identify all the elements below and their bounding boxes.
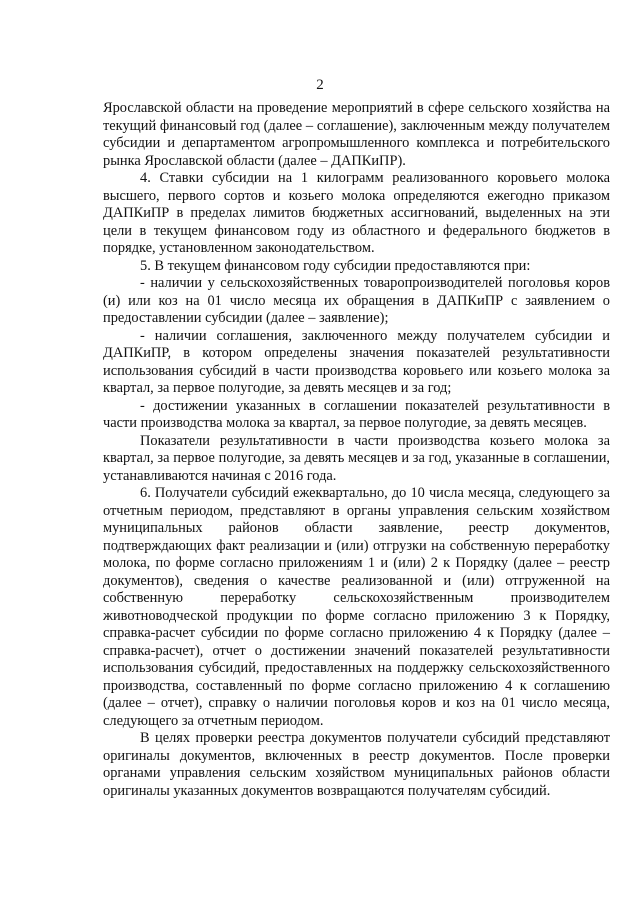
paragraph-continuation: Ярославской области на проведение мероприятий в сфере сельского хозяйства на текущий финансовый год (далее – соглашение), заключенным между получателем субсидии и департаментом агропромышленного комплекса и потребительского рынка Ярославской области (далее – ДАПКиПР). <box>103 100 610 169</box>
paragraph-goat-milk-indicators: Показатели результативности в части производства козьего молока за квартал, за первое полугодие, за девять месяцев и за год, указанные в соглашении, устанавливаются начиная с 2016 года. <box>103 432 610 484</box>
paragraph-item-4: 4. Ставки субсидии на 1 килограмм реализованного коровьего молока высшего, первого сортов и козьего молока определяются ежегодно приказом ДАПКиПР в пределах лимитов бюджетных ассигнований, выделенных на эти цели в текущем финансовом году из областного и федерального бюджетов в порядке, установленном законодательством. <box>103 170 610 256</box>
paragraph-item-6: 6. Получатели субсидий ежеквартально, до 10 числа месяца, следующего за отчетным периодом, представляют в органы управления сельским хозяйством муниципальных районов области заявление, реестр документов, подтверждающих факт реализации и (или) отгрузки на собственную переработку молока, по форме согласно приложениям 1 и (или) 2 к Порядку (далее – реестр документов), сведения о качестве реализованной и (или) отгруженной на собственную переработку сельскохозяйственным производителем животноводческой продукции по форме согласно приложению 3 к Порядку, справка-расчет субсидии по форме согласно приложению 4 к Порядку (далее – справка-расчет), отчет о достижении значений показателей результативности использования субсидий, предоставленных на поддержку сельскохозяйственного производства, составленный по форме согласно приложению 4 к соглашению (далее – отчет), справку о наличии поголовья коров и коз на 01 число месяца, следующего за отчетным периодом. <box>103 485 610 729</box>
list-item-indicators: - достижении указанных в соглашении показателей результативности в части производства молока за квартал, за первое полугодие, за девять месяцев. <box>103 397 610 431</box>
document-body <box>103 100 610 800</box>
paragraph-item-5: 5. В текущем финансовом году субсидии предоставляются при: <box>140 257 531 274</box>
list-item-livestock: - наличии у сельскохозяйственных товаропроизводителей поголовья коров (и) или коз на 01 число месяца их обращения в ДАПКиПР с заявлением о предоставлении субсидии (далее – заявление); <box>103 275 610 326</box>
page-number: 2 <box>316 77 324 93</box>
list-item-agreement: - наличии соглашения, заключенного между получателем субсидии и ДАПКиПР, в котором определены значения показателей результативности использования субсидий в части производства коровьего или козьего молока за квартал, за первое полугодие, за девять месяцев и за год; <box>103 327 610 396</box>
paragraph-originals-check: В целях проверки реестра документов получатели субсидий представляют оригиналы документов, включенных в реестр документов. После проверки органами управления сельским хозяйством муниципальных районов области оригиналы указанных документов возвращаются получателям субсидий. <box>103 730 610 799</box>
